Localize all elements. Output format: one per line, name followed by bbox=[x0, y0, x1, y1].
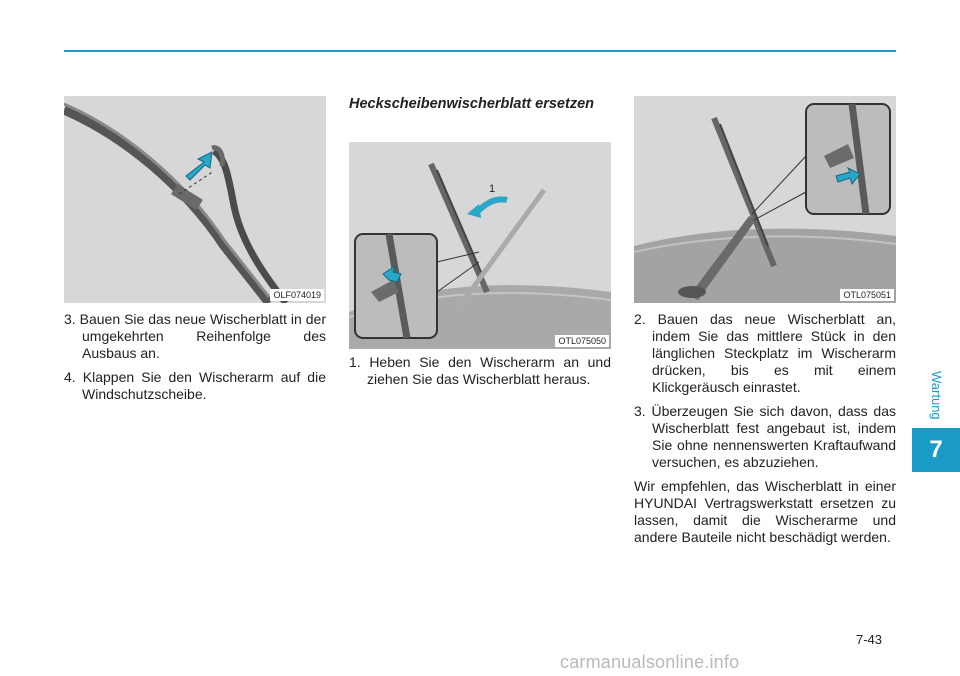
section-heading: Heckscheibenwischerblatt ersetzen bbox=[349, 96, 594, 112]
callout-number: 1 bbox=[489, 183, 496, 195]
figure-code: OLF074019 bbox=[270, 289, 324, 301]
figure-windshield-wiper bbox=[64, 96, 326, 303]
step-3-text: 3. Bauen Sie das neue Wischerblatt in der umgekehrten Reihenfolge des Ausbaus an. bbox=[64, 311, 326, 361]
left-column-text bbox=[64, 311, 326, 410]
step-1-text: 1. Heben Sie den Wischerarm an und ziehen Sie das Wischerblatt heraus. bbox=[349, 354, 611, 387]
figure-code: OTL075051 bbox=[840, 289, 894, 301]
step-4-text: 4. Klappen Sie den Wischerarm auf die Windschutzscheibe. bbox=[64, 369, 326, 402]
section-label: Wartung bbox=[929, 370, 944, 420]
step-3-right-text: 3. Überzeugen Sie sich davon, dass das Wischerblatt fest angebaut ist, indem Sie ohne nennenswerten Kraftaufwand versuchen, es abzuziehen. bbox=[634, 403, 896, 470]
header-rule bbox=[64, 50, 896, 52]
middle-column-text bbox=[349, 354, 611, 395]
watermark: carmanualsonline.info bbox=[560, 652, 740, 672]
right-column-text bbox=[634, 311, 896, 546]
rear-wiper-install-illustration bbox=[634, 96, 896, 303]
rear-wiper-illustration bbox=[349, 142, 611, 349]
chapter-tab[interactable]: 7 bbox=[912, 428, 960, 472]
recommendation-paragraph: Wir empfehlen, das Wischerblatt in einer HYUNDAI Vertragswerkstatt ersetzen zu lassen, damit die Wischerarme und andere Bauteile nicht beschädigt werden. bbox=[634, 478, 896, 545]
figure-code: OTL075050 bbox=[555, 335, 609, 347]
figure-rear-wiper-remove bbox=[349, 142, 611, 349]
wiper-blade-illustration bbox=[64, 96, 326, 303]
step-2-text: 2. Bauen das neue Wischerblatt an, indem Sie das mittlere Stück in den länglichen Steckplatz im Wischerarm drücken, bis es mit einem Klickgeräusch einrastet. bbox=[634, 311, 896, 395]
figure-rear-wiper-install bbox=[634, 96, 896, 303]
page-number: 7-43 bbox=[856, 632, 883, 647]
